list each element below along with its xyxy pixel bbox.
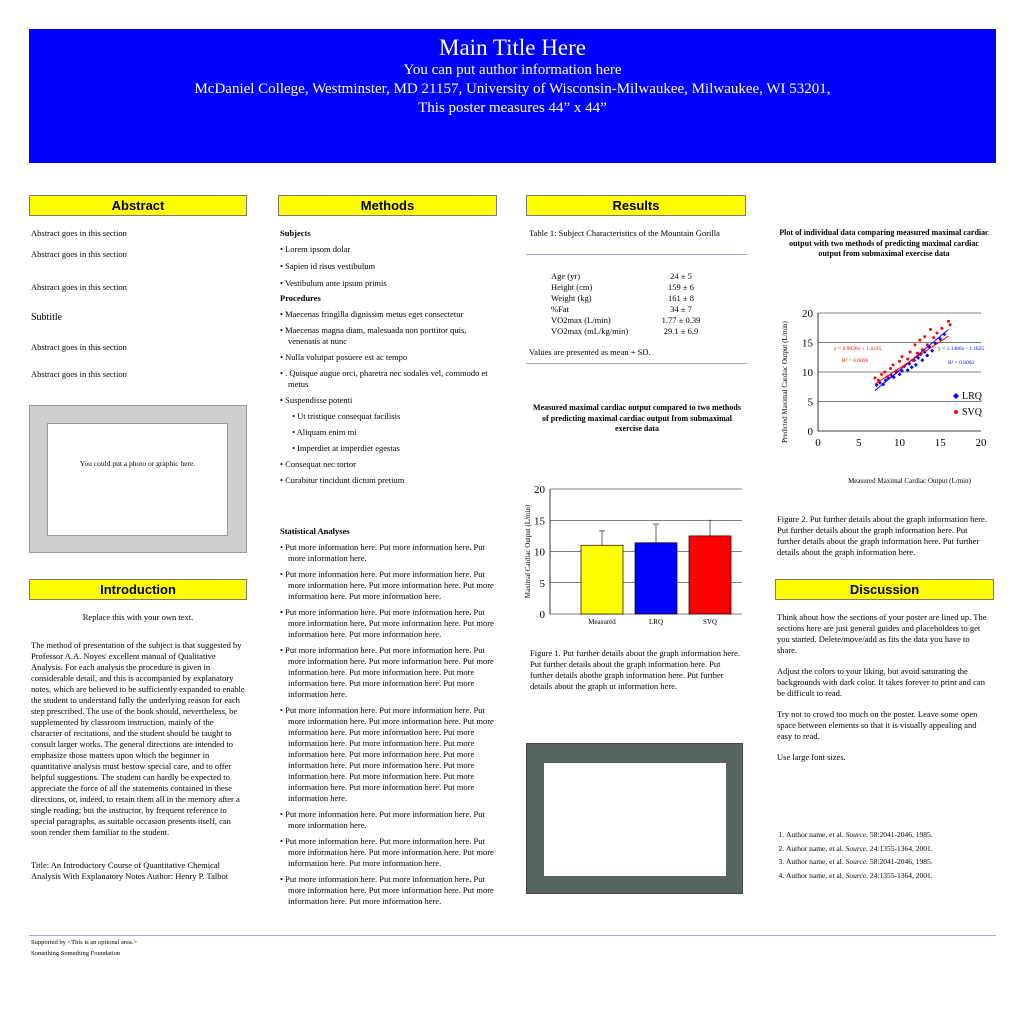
y-tick-label: 0 xyxy=(807,426,813,438)
subjects-item: • Lorem ipsom dolar xyxy=(280,244,351,254)
bar xyxy=(635,543,677,614)
reference-item: 4. Author name, et al. Source. 24:1355-1364, 2001. xyxy=(786,871,986,881)
y-tick-label: 5 xyxy=(807,396,813,409)
table-bottom-rule xyxy=(526,363,747,364)
data-point xyxy=(930,349,934,353)
x-category-label: Measured xyxy=(588,618,616,626)
procedure-item: • Nulla volutpat posuere est ac tempo xyxy=(280,352,408,362)
trend-r2: R² = 0.6696 xyxy=(842,358,869,364)
x-tick-label: 15 xyxy=(934,437,946,449)
abstract-line: Abstract goes in this section xyxy=(31,342,127,352)
data-point xyxy=(925,353,929,357)
procedure-item: • Maecenas magna diam, malesuada non porttitor quis, venenatis at nunc xyxy=(280,325,467,346)
stats-item: • Put more information here. Put more information here. Put more information here. xyxy=(280,542,485,563)
footer-supported: Supported by <This is an optional area.> xyxy=(31,939,138,946)
y-tick-label: 5 xyxy=(539,577,545,590)
table-caption: Table 1: Subject Characteristics of the Mountain Gorilla xyxy=(529,228,720,238)
discussion-section xyxy=(777,612,991,763)
photo-frame-inner xyxy=(544,763,726,876)
table-note: Values are presented as mean + SD. xyxy=(529,347,651,357)
legend-label: LRQ xyxy=(962,391,982,402)
data-point xyxy=(916,352,919,355)
title-banner xyxy=(29,29,996,163)
trend-r2: R² = 0.8003 xyxy=(948,360,975,366)
bar-chart xyxy=(520,478,748,634)
photo-placeholder-text: You could put a photo or graphic here. xyxy=(79,459,196,468)
y-tick-label: 0 xyxy=(539,609,545,621)
stats-item: • Put more information here. Put more information here. Put more information here. Put more information here. Put more information here. Put more information here. Put more information here. Put more information here. Put more information here. xyxy=(280,645,494,699)
data-point xyxy=(909,350,912,353)
y-axis-label: Predicted Maximal Cardiac Output (L/min) xyxy=(781,321,789,443)
subjects-item: • Vestibulum ante ipsum primis xyxy=(280,278,387,288)
table-row: Weight (kg) 161 ± 8 xyxy=(551,293,694,303)
stats-item: • Put more information here. Put more information here. Put more information here. xyxy=(280,809,485,830)
procedure-item: • Curabitur tincidunt dictum pretium xyxy=(280,475,405,485)
intro-replace-note: Replace this with your own text. xyxy=(82,612,194,622)
poster-size-note: This poster measures 44” x 44” xyxy=(418,100,607,116)
data-point xyxy=(940,327,943,330)
x-tick-label: 0 xyxy=(815,437,821,449)
references-list xyxy=(786,830,986,881)
abstract-line: Abstract goes in this section xyxy=(31,369,127,379)
data-point xyxy=(918,339,921,342)
data-point xyxy=(900,355,903,358)
y-tick-label: 15 xyxy=(802,337,813,350)
intro-body: The method of presentation of the subject is that suggested by Professor A.A. Noyes' excellent manual of Qualitative Analysis. For each analysis the procedure is given in considerable detail, and this is accompanied by explanatory notes, which are believed to be sufficiently expanded to enable the student to understand fully the underlying reason for each step prescribed. The use of the book should, nevertheless, be supplemented by classroom instruction, mainly of the character of recitations, and the student should be taught to consult larger works. The general directions are intended to emphasize those matters upon which the beginner in quantitative analysis must bestow special care, and to offer helpful suggestions. The student can hardly be expected to appreciate the force of all the statements contained in these directions, or, indeed, to retain them all in the memory after a single reading; but the instructor, by frequent reference to special paragraphs, as suitable occasion presents itself, can soon render them familiar to the student. xyxy=(31,640,245,837)
data-point xyxy=(880,373,883,376)
bar xyxy=(581,545,623,614)
methods-header: Methods xyxy=(278,195,497,216)
abstract-line: Abstract goes in this section xyxy=(31,282,127,292)
sub-procedure-item: • Ut tristique consequat facilisis xyxy=(292,411,401,421)
bar xyxy=(689,536,731,614)
data-point xyxy=(889,367,892,370)
data-point xyxy=(898,372,902,376)
bar-chart-title: Measured maximal cardiac output compared to two methods of predicting maximal cardiac output from submaximal exercise data xyxy=(533,403,741,433)
poster-title: Main Title Here xyxy=(439,35,586,60)
scatter-chart-title: Plot of individual data comparing measured maximal cardiac output with two methods of predicting maximal cardiac output from submaximal exercise data xyxy=(779,228,989,258)
trend-line xyxy=(875,336,948,384)
discussion-paragraph: Adjust the colors to your liking, but avoid saturating the backgrounds with dark color. It takes forever to print and can be difficult to read. xyxy=(777,666,985,698)
abstract-subtitle: Subtitle xyxy=(31,312,63,323)
reference-item: 3. Author name, et al. Source. 58:2041-2046, 1985. xyxy=(786,857,986,867)
data-point xyxy=(947,320,950,323)
data-point xyxy=(932,336,935,339)
discussion-paragraph: Think about how the sections of your poster are lined up. The sections here are just general guides and placeholders to get you started. Delete/move/add as fits the data you have to share. xyxy=(777,612,987,655)
data-point xyxy=(949,323,952,326)
data-point xyxy=(874,376,877,379)
data-point xyxy=(910,365,914,369)
x-category-label: LRQ xyxy=(649,618,663,626)
stats-label: Statistical Analyses xyxy=(280,526,350,536)
data-point xyxy=(929,328,932,331)
x-tick-label: 10 xyxy=(894,437,905,449)
abstract-section xyxy=(31,228,251,380)
table-row: Height (cm) 159 ± 6 xyxy=(551,282,694,292)
scatter-chart xyxy=(778,300,990,490)
legend-label: SVQ xyxy=(962,407,983,418)
stats-item: • Put more information here. Put more information here. Put more information here. Put more information here. Put more information here. Put more information here. xyxy=(280,836,494,868)
stats-item: • Put more information here. Put more information here. Put more information here. Put more information here. Put more information here. Put more information here. xyxy=(280,569,494,601)
affiliations: McDaniel College, Westminster, MD 21157, University of Wisconsin-Milwaukee, Milwaukee, WI 53201, xyxy=(194,81,831,97)
subjects-item: • Sapien id risus vestibulum xyxy=(280,261,376,271)
data-point xyxy=(891,363,894,366)
table-row: %Fat 34 ± 7 xyxy=(551,304,692,314)
procedure-item: • . Quisque augue orci, pharetra nec sodales vel, commodo et metus xyxy=(280,368,488,389)
x-category-label: SVQ xyxy=(702,618,718,626)
figure1-caption: Figure 1. Put further details about the graph information here. Put further details about the graph information here. Put further details abothe graph information here. Put further details about the graph ut information here. xyxy=(530,648,740,691)
results-header: Results xyxy=(526,195,746,216)
data-point xyxy=(906,368,910,372)
abstract-header: Abstract xyxy=(29,195,247,216)
x-tick-label: 20 xyxy=(975,437,987,449)
table-row: Age (yr) 24 ± 5 xyxy=(551,271,692,281)
procedure-item: • Consequat nec tortor xyxy=(280,459,356,469)
photo-placeholder xyxy=(47,423,228,536)
legend-marker xyxy=(953,393,959,399)
y-tick-label: 10 xyxy=(534,546,545,559)
data-point xyxy=(935,332,938,335)
reference-item: 1. Author name, et al. Source. 58:2041-2046, 1985. xyxy=(786,830,986,840)
data-point xyxy=(920,358,924,362)
subject-table xyxy=(551,271,731,337)
table-top-rule xyxy=(526,254,747,255)
stats-item: • Put more information here. Put more information here. Put more information here. Put more information here. Put more information here. Put more information here. xyxy=(280,874,494,906)
x-axis-label: Measured Maximal Cardiac Output (L/min) xyxy=(848,477,971,485)
data-point xyxy=(914,363,918,367)
y-tick-label: 20 xyxy=(534,484,545,496)
reference-item: 2. Author name, et al. Source. 24:1355-1364, 2001. xyxy=(786,844,986,854)
sub-procedure-item: • Imperdiet at imperdiet egestas xyxy=(292,443,400,453)
discussion-header: Discussion xyxy=(775,579,994,600)
introduction-header: Introduction xyxy=(29,579,247,600)
stats-item: • Put more information here. Put more information here. Put more information here. Put more information here. Put more information here. Put more information here. xyxy=(280,607,494,639)
x-tick-label: 5 xyxy=(856,437,862,449)
y-tick-label: 20 xyxy=(802,308,813,320)
procedure-item: • Suspendisse potenti xyxy=(280,395,353,405)
y-axis-label: Maximal Cardiac Output (L/min) xyxy=(524,504,532,599)
intro-citation: Title: An Introductory Course of Quantitative Chemical Analysis With Explanatory Notes Author: Henry P. Talbot xyxy=(31,860,229,881)
data-point xyxy=(921,348,924,351)
data-point xyxy=(883,371,886,374)
subjects-label: Subjects xyxy=(280,228,311,238)
trend-equation: y = 0.9028x + 1.6245 xyxy=(834,346,882,352)
table-row: VO2max (mL/kg/min) 29.1 ± 6.9 xyxy=(551,326,699,336)
sub-procedure-item: • Aliquam enim mi xyxy=(292,427,357,437)
discussion-paragraph: Use large font sizes. xyxy=(777,752,846,762)
y-tick-label: 10 xyxy=(802,367,813,379)
data-point xyxy=(913,343,916,346)
statistical-analyses-section xyxy=(280,526,496,907)
discussion-paragraph: Try not to crowd too much on the poster. Leave some open space between elements so that it is visually appealing and easy to read. xyxy=(777,709,978,741)
author-info: You can put author information here xyxy=(403,62,622,78)
stats-item: • Put more information here. Put more information here. Put more information here. Put more information here. Put more information here. Put more information here. Put more information here. Put more information here. Put more information here. Put more information here. Put more information here. Put more information here. Put more information here. Put more information here. Put more information here. Put more information here. Put more information here. xyxy=(280,705,494,803)
abstract-line: Abstract goes in this section xyxy=(31,228,127,238)
photo-frame xyxy=(526,743,743,894)
data-point xyxy=(898,360,901,363)
legend-marker xyxy=(954,410,958,414)
methods-section xyxy=(280,228,496,486)
procedure-item: • Maecenas fringilla dignissim metus eget consectetur xyxy=(280,309,464,319)
data-point xyxy=(926,343,929,346)
abstract-line: Abstract goes in this section xyxy=(31,249,127,259)
y-tick-label: 15 xyxy=(534,515,545,528)
data-point xyxy=(906,358,909,361)
table-row: VO2max (L/min) 1.77 ± 0.39 xyxy=(551,315,701,325)
introduction-section xyxy=(31,612,245,882)
figure2-caption: Figure 2. Put further details about the graph information here. Put further details about the graph information here. Put further details about the graph information here. Put further details about the graph information here. xyxy=(777,514,987,557)
data-point xyxy=(923,335,926,338)
procedures-label: Procedures xyxy=(280,293,321,303)
trend-equation: y = 1.1486x - 1.1825 xyxy=(938,346,985,352)
footer-foundation: Something Something Foundation xyxy=(31,950,121,957)
footer-rule xyxy=(29,935,996,936)
